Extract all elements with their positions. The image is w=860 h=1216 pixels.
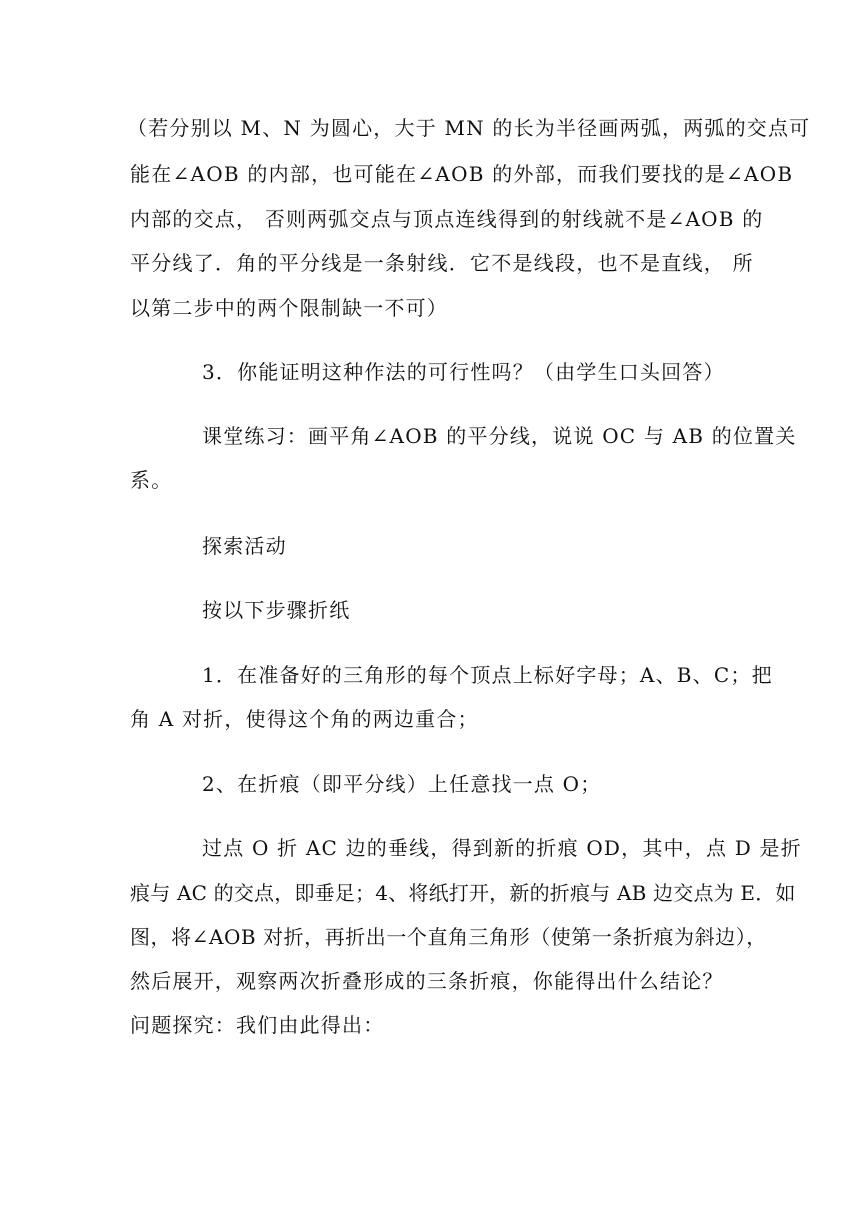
question-explore-line: 问题探究：我们由此得出： bbox=[130, 1013, 385, 1037]
step-3-line-3: 图，将∠AOB 对折，再折出一个直角三角形（使第一条折痕为斜边）， bbox=[130, 925, 767, 949]
step-3-line-1: 过点 O 折 AC 边的垂线，得到新的折痕 OD，其中，点 D 是折 bbox=[202, 836, 802, 860]
step-2-line: 2、在折痕（即平分线）上任意找一点 O； bbox=[202, 772, 602, 796]
step-3-line-4: 然后展开，观察两次折叠形成的三条折痕，你能得出什么结论？ bbox=[130, 969, 724, 993]
paragraph-line-1: （若分别以 M、N 为圆心，大于 MN 的长为半径画两弧，两弧的交点可 bbox=[127, 116, 811, 140]
step-1-line-2: 角 A 对折，使得这个角的两边重合； bbox=[130, 707, 479, 731]
step-3-line-2: 痕与 AC 的交点，即垂足；4、将纸打开，新的折痕与 AB 边交点为 E．如 bbox=[130, 881, 796, 905]
paragraph-line-2: 能在∠AOB 的内部，也可能在∠AOB 的外部，而我们要找的是∠AOB bbox=[130, 162, 794, 186]
paragraph-line-5: 以第二步中的两个限制缺一不可） bbox=[130, 296, 448, 320]
question-3-line: 3．你能证明这种作法的可行性吗？（由学生口头回答） bbox=[202, 360, 725, 384]
step-1-line-1: 1．在准备好的三角形的每个顶点上标好字母；A、B、C；把 bbox=[202, 663, 773, 687]
section-title-explore: 探索活动 bbox=[202, 534, 287, 558]
classroom-exercise-line-1: 课堂练习：画平角∠AOB 的平分线，说说 OC 与 AB 的位置关 bbox=[202, 424, 797, 448]
folding-intro-line: 按以下步骤折纸 bbox=[202, 598, 351, 622]
classroom-exercise-line-2: 系。 bbox=[130, 468, 173, 492]
paragraph-line-3: 内部的交点， 否则两弧交点与顶点连线得到的射线就不是∠AOB 的 bbox=[130, 207, 764, 231]
paragraph-line-4: 平分线了．角的平分线是一条射线．它不是线段，也不是直线， 所 bbox=[130, 251, 754, 275]
